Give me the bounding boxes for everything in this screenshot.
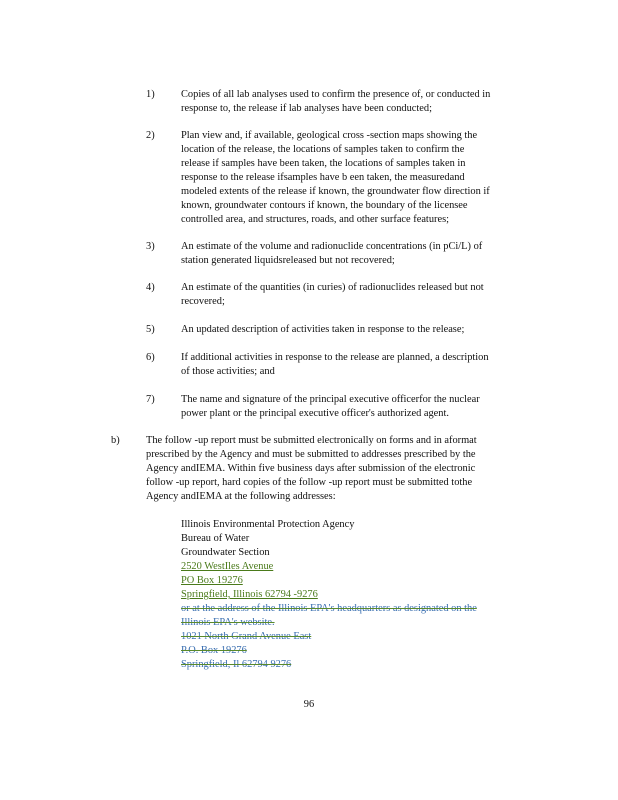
inserted-address-line: PO Box 19276 bbox=[181, 575, 243, 586]
item-line: station generated liquidsreleased but not recovered; bbox=[181, 255, 395, 266]
section-line: The follow -up report must be submitted electronically on forms and in aformat bbox=[146, 435, 477, 446]
item-number: 2) bbox=[146, 130, 155, 141]
deleted-address-line: or at the address of the Illinois EPA's headquarters as designated on the bbox=[181, 603, 477, 614]
item-line: An estimate of the volume and radionuclide concentrations (in pCi/L) of bbox=[181, 241, 483, 252]
section-line: Agency andIEMA at the following addresses: bbox=[146, 491, 336, 502]
deleted-address-line: Springfield, Il 62794 9276 bbox=[181, 659, 292, 670]
item-number: 7) bbox=[146, 394, 155, 405]
item-line: If additional activities in response to the release are planned, a description bbox=[181, 352, 489, 363]
address-line: Bureau of Water bbox=[181, 533, 250, 544]
item-line: of those activities; and bbox=[181, 366, 275, 377]
item-line: modeled extents of the release if known, the groundwater flow direction if bbox=[181, 186, 490, 197]
address-line: Groundwater Section bbox=[181, 547, 270, 558]
deleted-address-line: 1021 North Grand Avenue East bbox=[181, 631, 312, 642]
item-number: 3) bbox=[146, 241, 155, 252]
item-line: response to the release ifsamples have b een taken, the measuredand bbox=[181, 172, 465, 183]
item-line: release if samples have been taken, the locations of samples taken in bbox=[181, 158, 466, 169]
item-number: 6) bbox=[146, 352, 155, 363]
item-number: 4) bbox=[146, 282, 155, 293]
item-number: 1) bbox=[146, 89, 155, 100]
section-label: b) bbox=[111, 435, 120, 446]
item-line: power plant or the principal executive officer's authorized agent. bbox=[181, 408, 449, 419]
deleted-address-line: P.O. Box 19276 bbox=[181, 645, 247, 656]
item-line: An estimate of the quantities (in curies) of radionuclides released but not bbox=[181, 282, 484, 293]
section-line: Agency andIEMA. Within five business days after submission of the electronic bbox=[146, 463, 476, 474]
item-line: Plan view and, if available, geological cross -section maps showing the bbox=[181, 130, 478, 141]
section-line: prescribed by the Agency and must be submitted to addresses prescribed by the bbox=[146, 449, 476, 460]
deleted-address-line: Illinois EPA's website. bbox=[181, 617, 275, 628]
item-line: recovered; bbox=[181, 296, 225, 307]
item-line: controlled area, and structures, roads, and other surface features; bbox=[181, 214, 450, 225]
item-line: known, groundwater contours if known, the boundary of the licensee bbox=[181, 200, 468, 211]
item-line: response to, the release if lab analyses have been conducted; bbox=[181, 103, 433, 114]
inserted-address-line: 2520 WestIles Avenue bbox=[181, 561, 274, 572]
page-number: 96 bbox=[303, 699, 315, 710]
item-line: The name and signature of the principal executive officerfor the nuclear bbox=[181, 394, 480, 405]
item-line: Copies of all lab analyses used to confirm the presence of, or conducted in bbox=[181, 89, 491, 100]
item-number: 5) bbox=[146, 324, 155, 335]
item-line: An updated description of activities taken in response to the release; bbox=[181, 324, 465, 335]
section-line: follow -up report, hard copies of the follow -up report must be submitted tothe bbox=[146, 477, 473, 488]
item-line: location of the release, the locations of samples taken to confirm the bbox=[181, 144, 465, 155]
address-line: Illinois Environmental Protection Agency bbox=[181, 519, 355, 530]
inserted-address-line: Springfield, Illinois 62794 -9276 bbox=[181, 589, 318, 600]
